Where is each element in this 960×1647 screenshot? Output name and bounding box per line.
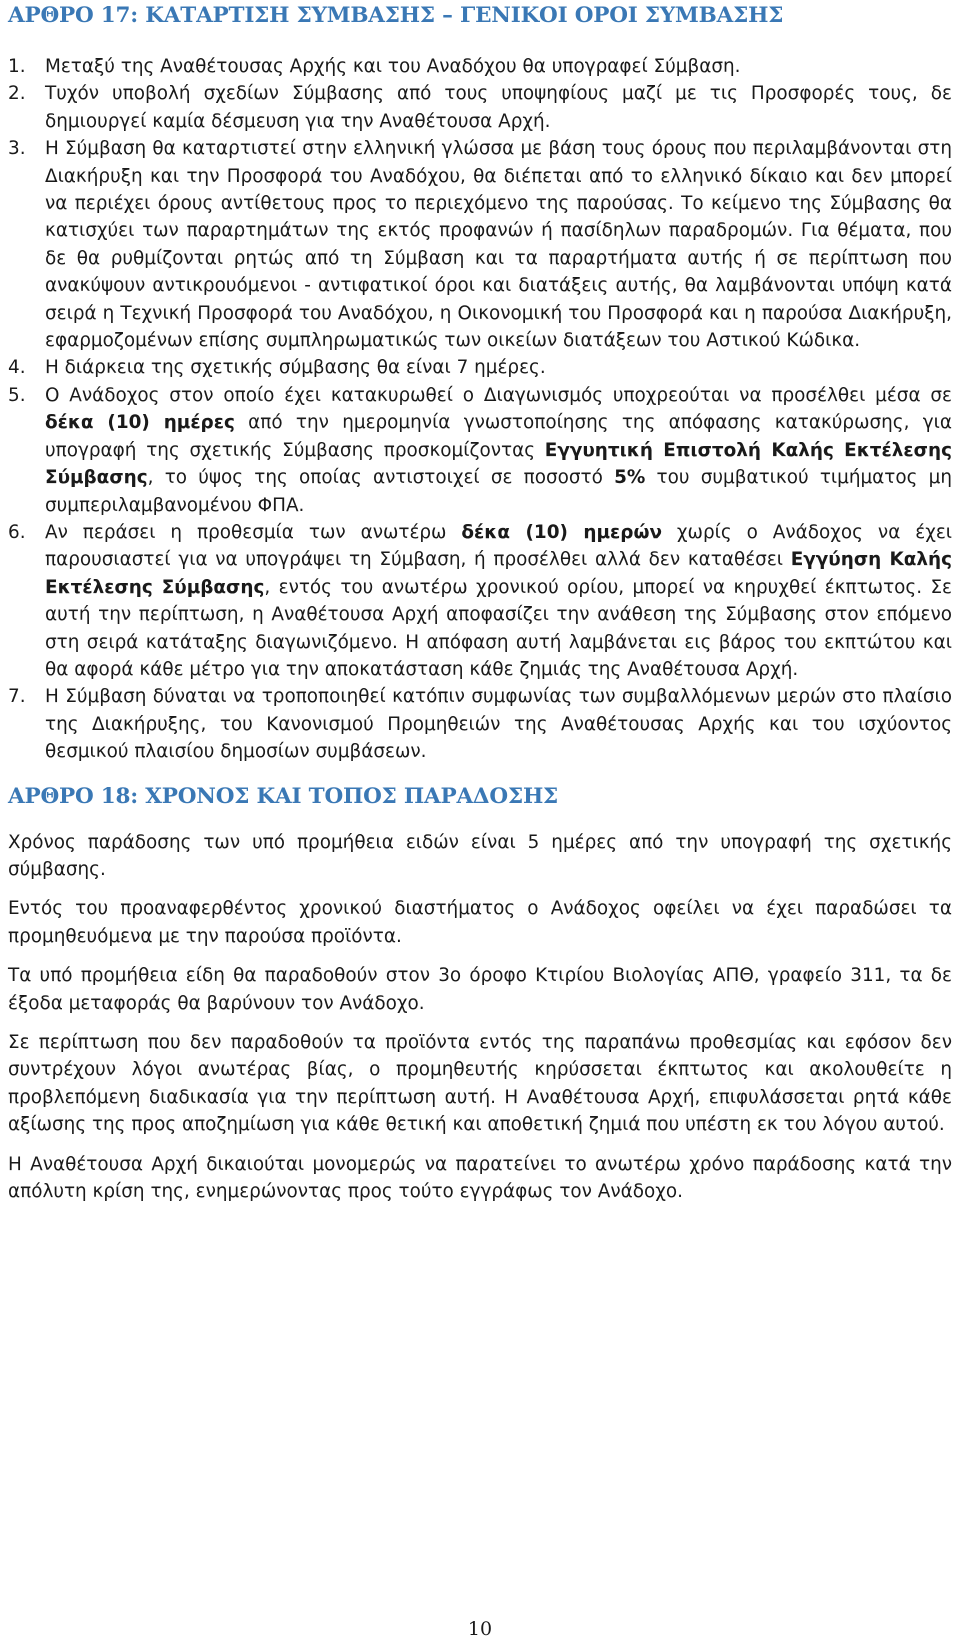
list-item-1 [8, 53, 952, 80]
list-item-5 [8, 382, 952, 519]
bold-guarantee-letter: Εγγυητική Επιστολή Καλής Εκτέλεσης Σύμβασης [45, 439, 952, 489]
item-text: Η διάρκεια της σχετικής σύμβασης θα είναι 7 ημέρες. [45, 357, 546, 379]
text-run: χωρίς ο Ανάδοχος να έχει παρουσιαστεί για να υπογράψει τη Σύμβαση, ή προσέλθει αλλά δεν καταθέσει [45, 521, 952, 571]
text-run: από την ημερομηνία γνωστοποίησης της απόφασης κατακύρωσης, για υπογραφή της σχετικής Σύμβασης προσκομίζοντας [45, 412, 952, 461]
bold-deadline: δέκα (10) ημερών [461, 521, 662, 543]
article-18-paragraph: Τα υπό προμήθεια είδη θα παραδοθούν στον 3ο όροφο Κτιρίου Βιολογίας ΑΠΘ, γραφείο 311, τα δε έξοδα μεταφοράς θα βαρύνουν τον Ανάδοχο. [8, 965, 952, 1014]
item-number: 5. [8, 384, 26, 406]
item-text: Τυχόν υποβολή σχεδίων Σύμβασης από τους υποψηφίους μαζί με τις Προσφορές τους, δε δημιουργεί καμία δέσμευση για την Αναθέτουσα Αρχή. [45, 83, 952, 132]
text-run: , εντός του ανωτέρω χρονικού ορίου, μπορεί να κηρυχθεί έκπτωτος. Σε αυτή την περίπτωση, η Αναθέτουσα Αρχή αποφασίζει την ανάθεση της Σύμβασης στον επόμενο στη σειρά κατάταξης διαγωνιζόμενο. Η απόφαση αυτή λαμβάνεται εις βάρος του εκπτώτου και θα αφορά κάθε μέτρο για την αποκατάσταση κάθε ζημιάς της Αναθέτουσα Αρχή. [45, 576, 953, 680]
item-text: Η Σύμβαση θα καταρτιστεί στην ελληνική γλώσσα με βάση τους όρους που περιλαμβάνονται στη Διακήρυξη και την Προσφορά του Αναδόχου, θα διέπεται από το ελληνικό δίκαιο και δεν μπορεί να περιέχει όρους αντίθετους προς το περιεχόμενο της παρούσας. Το κείμενο της Σύμβασης θα κατισχύει των παραρτημάτων της εκτός προφανών ή πασίδηλων παραδρομών. Για θέματα, που δε θα ρυθμίζονται ρητώς από τη Σύμβαση και τα παραρτήματα αυτής ή σε περίπτωση που ανακύψουν αντικρουόμενοι - αντιφατικοί όροι και διατάξεις αυτής, θα λαμβάνονται υπόψη κατά σειρά η Τεχνική Προσφορά του Αναδόχου, η Οικονομική του Προσφορά και η παρούσα Διακήρυξη, εφαρμοζομένων επίσης συμπληρωματικώς των οικείων διατάξεων του Αστικού Κώδικα. [45, 138, 952, 352]
list-item-7 [8, 683, 952, 765]
list-item-2 [8, 80, 952, 135]
item-number: 3. [8, 138, 26, 160]
article-18-paragraph: Σε περίπτωση που δεν παραδοθούν τα προϊόντα εντός της παραπάνω προθεσμίας και εφόσον δεν συντρέχουν λόγοι ανωτέρας βίας, ο προμηθευτής κηρύσσεται έκπτωτος και ακολουθείτε η προβλεπόμενη διαδικασία για την περίπτωση αυτή. Η Αναθέτουσα Αρχή, επιφυλάσσεται ρητά κάθε αξίωσης της προς αποζημίωση για κάθε θετική και αποθετική ζημιά που υπέστη εκ του λόγου αυτού. [8, 1032, 952, 1136]
article-18-paragraph: Χρόνος παράδοσης των υπό προμήθεια ειδών είναι 5 ημέρες από την υπογραφή της σχετικής σύμβασης. [8, 831, 952, 880]
document-page [8, 0, 952, 1205]
article-18-paragraph: Εντός του προαναφερθέντος χρονικού διαστήματος ο Ανάδοχος οφείλει να έχει παραδώσει τα προμηθευόμενα με την παρούσα προϊόντα. [8, 898, 952, 947]
item-number: 7. [8, 686, 26, 708]
item-text: Η Σύμβαση δύναται να τροποποιηθεί κατόπιν συμφωνίας των συμβαλλόμενων μερών στο πλαίσιο της Διακήρυξης, του Κανονισμού Προμηθειών της Αναθέτουσας Αρχής και του ισχύοντος θεσμικού πλαισίου δημοσίων συμβάσεων. [45, 686, 952, 763]
item-number: 2. [8, 83, 26, 105]
item-number: 6. [8, 521, 26, 543]
bold-deadline: δέκα (10) ημέρες [45, 412, 235, 434]
page-number: 10 [467, 1618, 493, 1640]
article-17-heading: ΑΡΘΡΟ 17: ΚΑΤΑΡΤΙΣΗ ΣΥΜΒΑΣΗΣ – ΓΕΝΙΚΟΙ ΟΡΟΙ ΣΥΜΒΑΣΗΣ [8, 3, 784, 28]
list-item-3 [8, 135, 952, 354]
item-text: Μεταξύ της Αναθέτουσας Αρχής και του Αναδόχου θα υπογραφεί Σύμβαση. [45, 56, 741, 77]
article-18-paragraph: Η Αναθέτουσα Αρχή δικαιούται μονομερώς να παρατείνει το ανωτέρω χρόνο παράδοσης κατά την απόλυτη κρίση της, ενημερώνοντας προς τούτο εγγράφως τον Ανάδοχο. [8, 1153, 952, 1203]
item-text [45, 522, 952, 680]
text-run: , το ύψος της οποίας αντιστοιχεί σε ποσοστό [147, 467, 615, 489]
text-run: Ο Ανάδοχος στον οποίο έχει κατακυρωθεί ο Διαγωνισμός υποχρεούται να προσέλθει μέσα σε [45, 384, 952, 406]
bold-percentage: 5% [614, 467, 646, 489]
list-item-6 [8, 519, 952, 683]
text-run: Αν περάσει η προθεσμία των ανωτέρω [45, 521, 462, 543]
item-text [45, 385, 952, 516]
bold-guarantee: Εγγύηση Καλής Εκτέλεσης Σύμβασης [45, 549, 952, 598]
list-item-4 [8, 354, 952, 381]
article-18-heading: ΑΡΘΡΟ 18: ΧΡΟΝΟΣ ΚΑΙ ΤΟΠΟΣ ΠΑΡΑΔΟΣΗΣ [8, 783, 559, 809]
item-number: 1. [8, 56, 26, 77]
article-17-list [8, 53, 952, 766]
text-run: του συμβατικού τιμήματος μη συμπεριλαμβανομένου ΦΠΑ. [45, 467, 952, 516]
item-number: 4. [8, 357, 26, 379]
